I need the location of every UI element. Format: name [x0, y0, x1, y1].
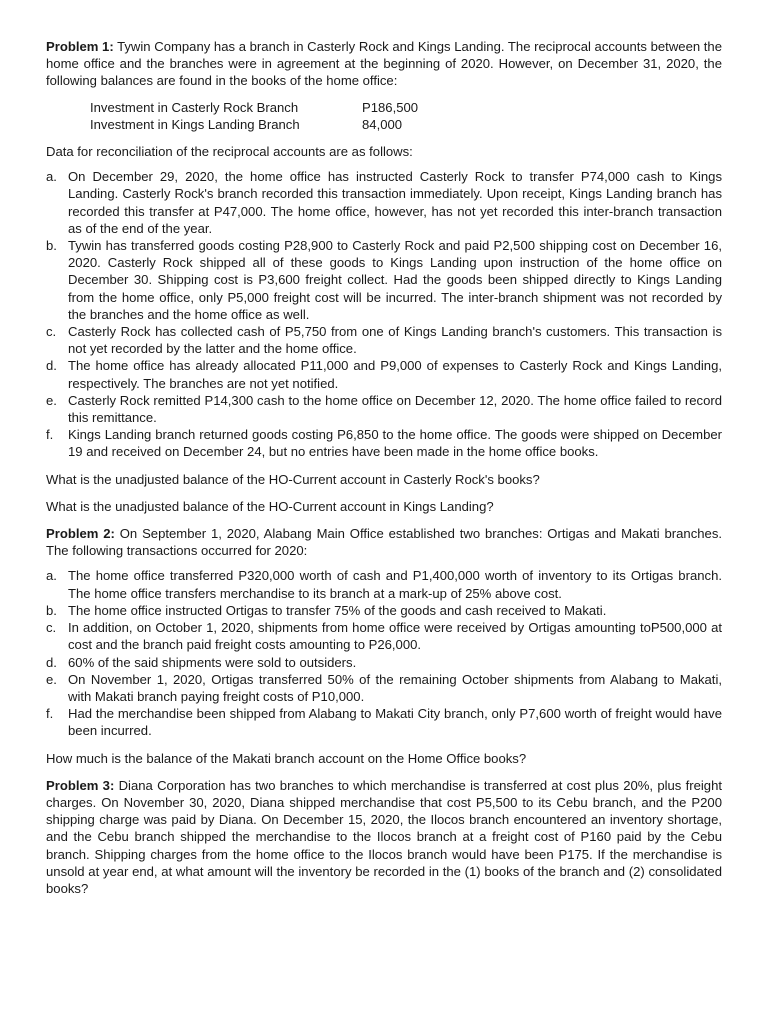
problem2-intro-text: On September 1, 2020, Alabang Main Office established two branches: Ortigas and Makati branches. The following transactions occurred for 2020: — [46, 526, 722, 559]
list-item — [46, 654, 722, 671]
item-marker: d. — [46, 654, 57, 670]
problem3-label: Problem 3: — [46, 777, 115, 793]
reconciliation-intro: Data for reconciliation of the reciprocal accounts are as follows: — [46, 144, 413, 160]
item-marker: f. — [46, 706, 54, 722]
problem1-question1: What is the unadjusted balance of the HO-Current account in Casterly Rock's books? — [46, 471, 540, 487]
item-marker: b. — [46, 238, 57, 254]
problem2-intro — [46, 525, 722, 559]
problem1-intro-text: Tywin Company has a branch in Casterly Rock and Kings Landing. The reciprocal accounts between the home office and the branches were in agreement at the beginning of 2020. However, on December 31, 2020, the following balances are found in the books of the home office: — [46, 39, 722, 89]
problem2-label: Problem 2: — [46, 526, 115, 542]
item-text: Tywin has transferred goods costing P28,900 to Casterly Rock and paid P2,500 shipping cost on December 16, 2020. Casterly Rock shipped all of these goods to Kings Landing upon instruction of the home office on December 30. Shipping cost is P3,600 freight collect. Had the goods been shipped directly to Kings Landing from the home office, only P5,000 freight cost will be incurred. The inter-branch shipment was not recorded by the branches and the home office as well. — [68, 238, 722, 322]
item-text: On November 1, 2020, Ortigas transferred 50% of the remaining October shipments from Alabang to Makati, with Makati branch paying freight costs of P10,000. — [68, 671, 722, 704]
list-item — [46, 168, 722, 237]
account-name: Investment in Kings Landing Branch — [90, 116, 300, 132]
problem1-list — [46, 168, 722, 460]
item-marker: e. — [46, 392, 57, 408]
item-marker: b. — [46, 602, 57, 618]
item-text: 60% of the said shipments were sold to outsiders. — [68, 654, 357, 670]
item-text: The home office instructed Ortigas to transfer 75% of the goods and cash received to Makati. — [68, 602, 607, 618]
list-item — [46, 567, 722, 601]
account-row — [90, 116, 722, 133]
item-marker: a. — [46, 568, 57, 584]
list-item — [46, 602, 722, 619]
item-text: Kings Landing branch returned goods costing P6,850 to the home office. The goods were shipped on December 19 and received on December 24, but no entries have been made in the home office books. — [68, 427, 722, 460]
list-item — [46, 705, 722, 739]
account-name: Investment in Casterly Rock Branch — [90, 99, 299, 115]
list-item — [46, 671, 722, 705]
list-item — [46, 619, 722, 653]
list-item — [46, 392, 722, 426]
item-marker: d. — [46, 358, 57, 374]
list-item — [46, 357, 722, 391]
problem1-label: Problem 1: — [46, 39, 114, 54]
item-marker: e. — [46, 671, 57, 687]
list-item — [46, 237, 722, 323]
item-text: In addition, on October 1, 2020, shipments from home office were received by Ortigas amounting toP500,000 at cost and the branch paid freight costs amounting to P26,000. — [68, 620, 722, 653]
problem3-body — [46, 777, 722, 897]
item-text: Had the merchandise been shipped from Alabang to Makati City branch, only P7,600 worth of freight would have been incurred. — [68, 706, 722, 739]
problem1-intro — [46, 38, 722, 90]
item-text: Casterly Rock remitted P14,300 cash to the home office on December 12, 2020. The home office failed to record this remittance. — [68, 392, 722, 426]
item-text: Casterly Rock has collected cash of P5,750 from one of Kings Landing branch's customers. This transaction is not yet recorded by the latter and the home office. — [68, 324, 722, 357]
list-item — [46, 323, 722, 357]
item-text: On December 29, 2020, the home office has instructed Casterly Rock to transfer P74,000 cash to Kings Landing. Casterly Rock's branch recorded this transaction immediately. Upon receipt, Kings Landing branch has recorded this transfer at P47,000. The home office, however, has not yet recorded this inter-branch transaction as of the end of the year. — [68, 169, 722, 236]
account-amount: 84,000 — [362, 116, 403, 132]
item-marker: c. — [46, 324, 57, 340]
item-marker: f. — [46, 427, 54, 443]
problem2-question: How much is the balance of the Makati branch account on the Home Office books? — [46, 750, 527, 766]
item-text: The home office transferred P320,000 worth of cash and P1,400,000 worth of inventory to its Ortigas branch. The home office transfers merchandise to its branch at a mark-up of 25% above cost. — [68, 568, 722, 601]
item-text: The home office has already allocated P11,000 and P9,000 of expenses to Casterly Rock and Kings Landing, respectively. The branches are not yet notified. — [68, 358, 722, 391]
problem2-list — [46, 567, 722, 739]
account-row — [90, 99, 722, 116]
account-amount: P186,500 — [362, 99, 419, 115]
account-balances — [90, 99, 722, 133]
item-marker: c. — [46, 620, 57, 636]
list-item — [46, 426, 722, 460]
problem3-text: Diana Corporation has two branches to which merchandise is transferred at cost plus 20%, plus freight charges. On November 30, 2020, Diana shipped merchandise that cost P5,500 to its Cebu branch, and the P200 shipping charge was paid by Diana. On December 15, 2020, the Ilocos branch encountered an inventory shortage, and the Cebu branch shipped the merchandise to the Ilocos branch at a freight cost of P160 paid by the Cebu branch. Shipping charges from the home office to the Ilocos branch would have been P175. If the merchandise is unsold at year end, at what amount will the inventory be recorded in the (1) books of the branch and (2) consolidated books? — [46, 777, 723, 896]
problem1-question2: What is the unadjusted balance of the HO-Current account in Kings Landing? — [46, 498, 494, 514]
item-marker: a. — [46, 169, 57, 185]
